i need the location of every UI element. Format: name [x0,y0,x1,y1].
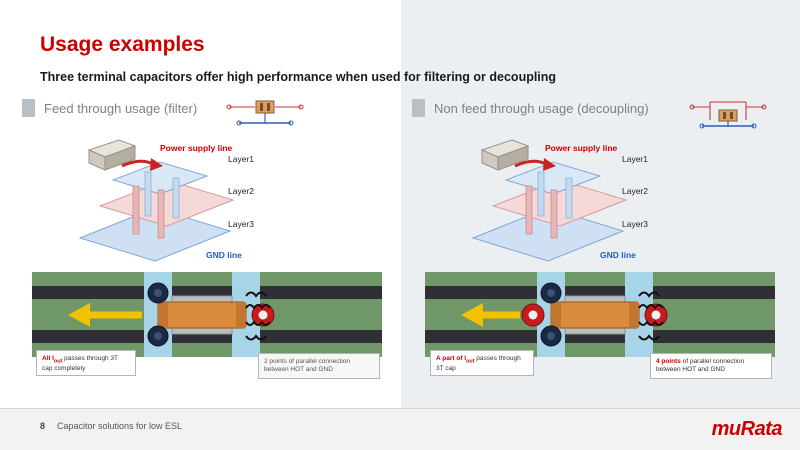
label-layer2-right: Layer2 [622,186,648,196]
label-layer3-left: Layer3 [228,219,254,229]
page-subtitle: Three terminal capacitors offer high performance when used for filtering or decoupling [40,70,557,84]
section-title-right: Non feed through usage (decoupling) [434,100,649,116]
section-bullet-icon [412,99,425,117]
left-callout-1-text: All $I_{out}$ passes through 3T cap completely [42,355,118,373]
section-bullet-icon [22,99,35,117]
left-callout-2-text: 2 points of parallel connection between HOT and GND [264,358,351,374]
right-callout-2 [650,353,772,379]
section-header-right [412,99,649,117]
schematic-thumbnail-right [688,96,768,132]
footer-divider [0,408,800,409]
label-layer1-left: Layer1 [228,154,254,164]
schematic-thumbnail-left [225,96,305,132]
label-power-supply-line-right: Power supply line [545,143,618,153]
section-header-left [22,99,197,117]
label-power-supply-line-left: Power supply line [160,143,233,153]
label-layer3-right: Layer3 [622,219,648,229]
brand-logo: muRata [711,418,782,440]
label-layer2-left: Layer2 [228,186,254,196]
right-callout-1-text: A part of $I_{out}$ passes through 3T cap [436,355,521,373]
left-callout-1 [36,350,136,376]
page-number: 8 [40,421,46,431]
section-title-left: Feed through usage (filter) [44,100,198,116]
footer-text: Capacitor solutions for low ESL [57,421,183,431]
panel-divider [400,0,401,450]
label-gnd-line-left: GND line [206,250,242,260]
right-callout-1 [430,350,534,376]
page-title: Usage examples [40,33,205,56]
right-callout-2-text: 4 points of parallel connection between HOT and GND [656,358,745,374]
left-callout-2 [258,353,380,379]
label-gnd-line-right: GND line [600,250,636,260]
label-layer1-right: Layer1 [622,154,648,164]
